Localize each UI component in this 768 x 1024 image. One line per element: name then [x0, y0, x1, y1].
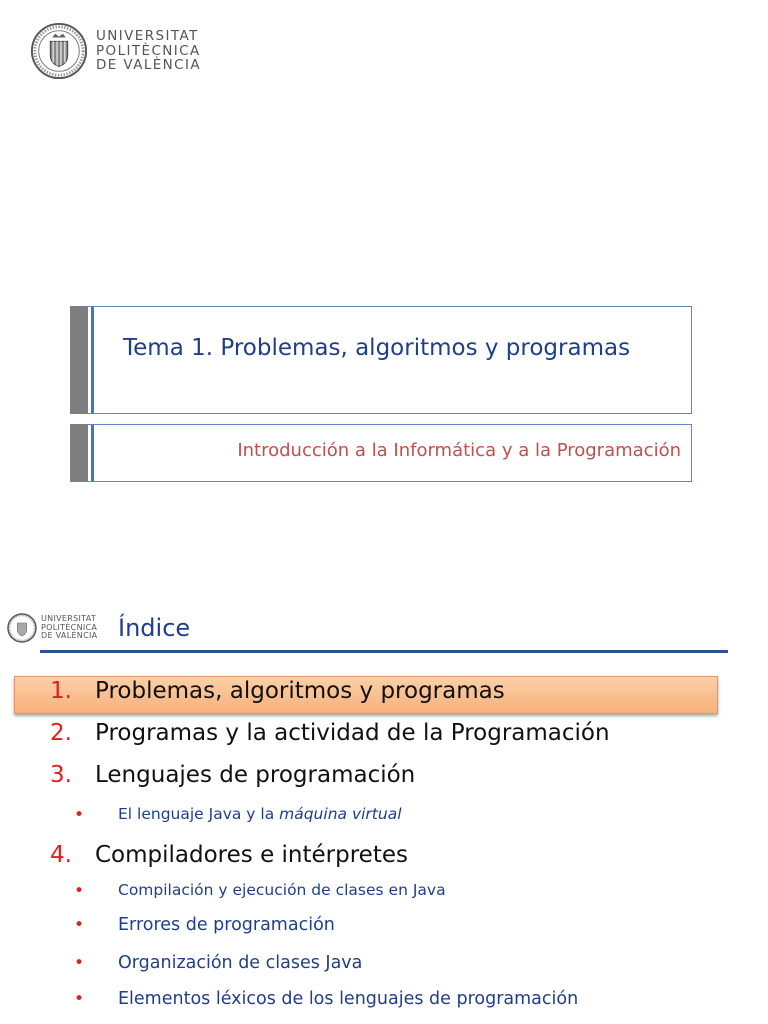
item-text: Errores de programación: [118, 915, 335, 935]
index-subitem-errores[interactable]: [74, 915, 335, 935]
item-text: El lenguaje Java y la: [118, 805, 280, 823]
item-number: 4.: [50, 842, 72, 868]
index-item-1[interactable]: [50, 678, 505, 704]
item-text: Organización de clases Java: [118, 953, 363, 973]
logo-line-2: POLITÈCNICA: [41, 622, 98, 632]
university-logo: [30, 22, 201, 80]
bullet-icon: •: [74, 881, 85, 901]
university-logo-small: [7, 613, 97, 643]
bullet-icon: •: [74, 953, 85, 973]
index-subitem-compilacion[interactable]: [74, 881, 446, 901]
item-text: Compilación y ejecución de clases en Java: [118, 881, 446, 899]
title-accent-line: [91, 307, 94, 413]
university-seal-icon: [7, 613, 37, 643]
bullet-icon: •: [74, 989, 85, 1009]
index-item-2[interactable]: [50, 720, 610, 746]
item-number: 1.: [50, 678, 72, 704]
logo-line-1: UNIVERSITAT: [96, 28, 199, 45]
title-accent-bar: [70, 306, 88, 414]
index-item-3[interactable]: [50, 762, 416, 788]
logo-line-1: UNIVERSITAT: [41, 614, 97, 624]
university-seal-icon: [30, 22, 88, 80]
item-text: Problemas, algoritmos y programas: [95, 678, 505, 704]
item-text-italic: máquina virtual: [279, 805, 402, 823]
index-subitem-elementos[interactable]: [74, 989, 579, 1009]
slide-title: Tema 1. Problemas, algoritmos y programas: [123, 335, 631, 361]
index-subitem-java-vm[interactable]: [74, 805, 402, 825]
index-heading: Índice: [118, 614, 191, 642]
index-subitem-organizacion[interactable]: [74, 953, 363, 973]
item-text: Elementos léxicos de los lenguajes de programación: [118, 989, 579, 1009]
logo-line-2: POLITÈCNICA: [96, 42, 201, 59]
item-text: Programas y la actividad de la Programación: [95, 720, 610, 746]
subtitle-accent-bar: [70, 424, 88, 482]
bullet-icon: •: [74, 915, 85, 935]
index-item-4[interactable]: [50, 842, 408, 868]
index-slide: [0, 576, 768, 1024]
bullet-icon: •: [74, 805, 85, 825]
subtitle-box: [70, 424, 692, 482]
item-number: 2.: [50, 720, 72, 746]
logo-line-3: DE VALÈNCIA: [41, 631, 98, 641]
item-number: 3.: [50, 762, 72, 788]
subtitle-accent-line: [91, 425, 94, 481]
logo-line-3: DE VALÈNCIA: [96, 57, 202, 74]
slide-subtitle: Introducción a la Informática y a la Programación: [237, 440, 681, 461]
item-text: Lenguajes de programación: [95, 762, 416, 788]
item-text: Compiladores e intérpretes: [95, 842, 408, 868]
heading-divider: [40, 650, 728, 653]
title-box: [70, 306, 692, 414]
